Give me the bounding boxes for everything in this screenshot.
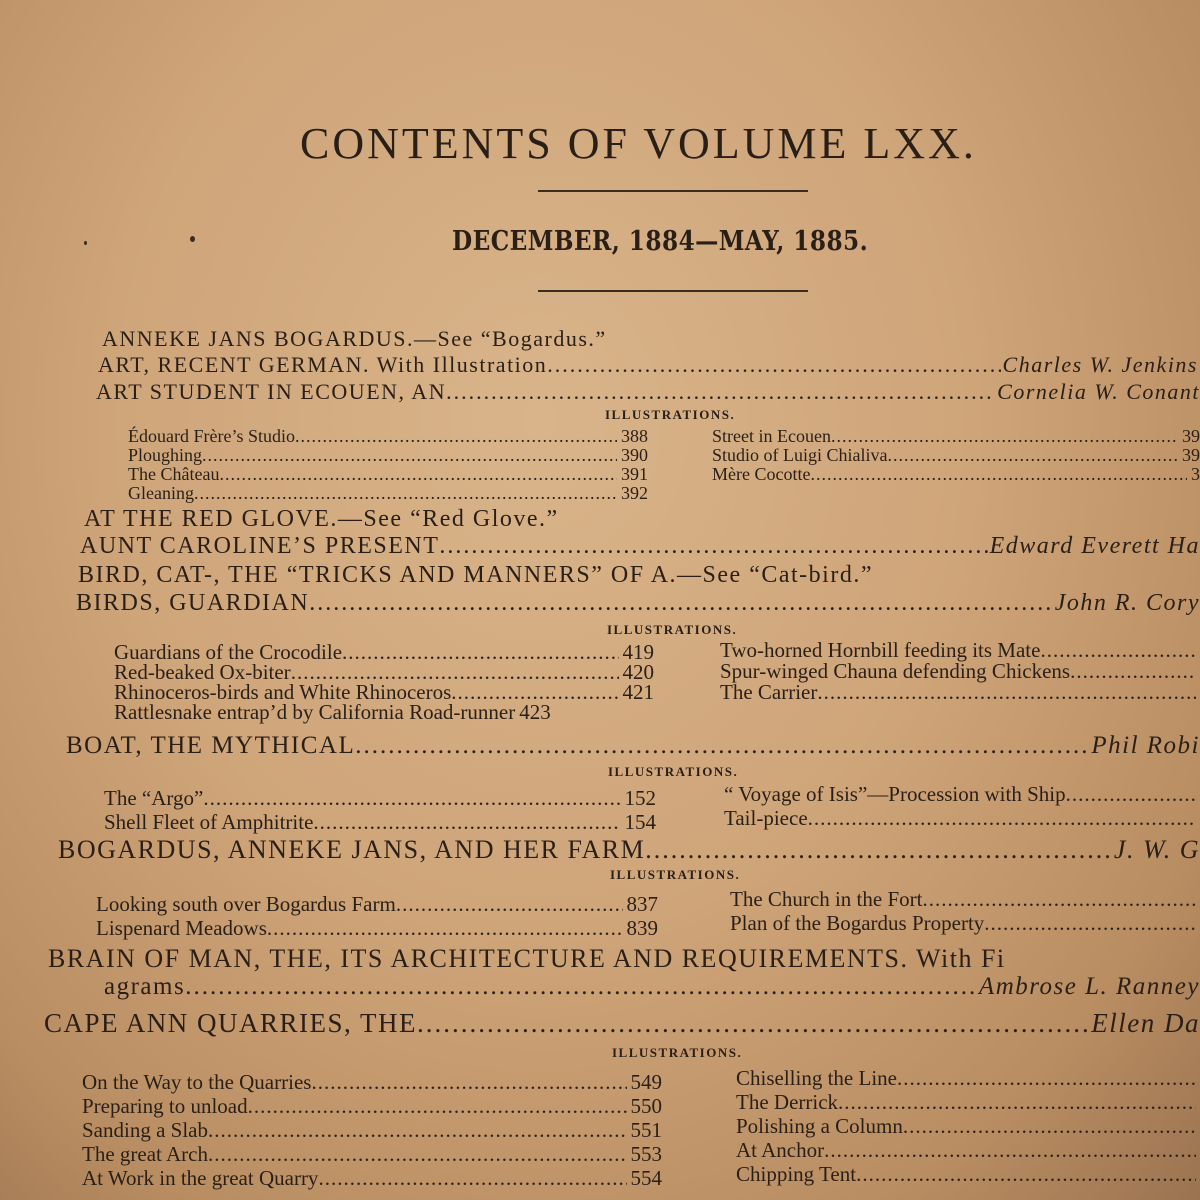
leader-dots <box>645 835 1112 865</box>
illustration-title: The Church in the Fort <box>730 887 923 911</box>
entry-author: Ellen Da <box>1091 1008 1200 1038</box>
illustration-title: Gleaning <box>128 483 194 503</box>
toc-entry-cat-bird <box>78 562 873 589</box>
page-number: 419 <box>622 640 654 664</box>
leader-dots <box>355 732 1089 760</box>
entry-title: agrams <box>104 973 186 1000</box>
illustration-title: The great Arch <box>82 1142 208 1166</box>
entry-author: John R. Cory <box>1054 590 1200 616</box>
entry-title: BIRD, CAT-, THE “TRICKS AND MANNERS” OF A.—See “Cat-bird.” <box>78 562 873 588</box>
illustration-item <box>104 810 656 834</box>
illustration-list-right <box>720 640 1200 703</box>
entry-author: Edward Everett Ha <box>989 533 1200 559</box>
illustration-title: The Château <box>128 464 220 484</box>
leader-dots <box>185 973 977 1001</box>
illustration-item <box>712 465 1200 484</box>
illustration-title: Spur-winged Chauna defending Chickens <box>720 659 1071 683</box>
illustration-title: Mère Cocotte <box>712 464 811 484</box>
entry-title: AT THE RED GLOVE.—See “Red Glove.” <box>84 506 559 532</box>
illustration-item <box>114 702 654 722</box>
illustration-title: Street in Ecouen <box>712 426 831 446</box>
toc-entry-art-german <box>98 352 1198 378</box>
page-number: 423 <box>519 700 551 724</box>
divider-bottom <box>538 290 808 292</box>
illustration-item <box>104 786 656 810</box>
illustration-title: Rattlesnake entrap’d by California Road-runner <box>114 700 516 724</box>
illustration-title: Édouard Frère’s Studio <box>128 426 295 446</box>
leader-dots <box>309 590 1053 617</box>
entry-title: BOAT, THE MYTHICAL <box>66 732 356 759</box>
page-number: 39 <box>1182 426 1200 446</box>
illustrations-heading: ILLUSTRATIONS. <box>608 764 739 779</box>
entry-title: ANNEKE JANS BOGARDUS.—See “Bogardus.” <box>102 326 607 351</box>
illustration-item <box>82 1166 662 1190</box>
illustration-item <box>96 916 658 940</box>
illustration-item <box>82 1142 662 1166</box>
page-number: 839 <box>626 916 658 940</box>
illustration-list-left <box>96 892 658 940</box>
illustration-list-left <box>82 1070 662 1190</box>
illustration-title: Tail-piece <box>724 806 808 830</box>
page-number: 391 <box>621 464 648 484</box>
illustration-item <box>114 642 654 662</box>
illustration-item <box>114 662 654 682</box>
illustration-title: At Work in the great Quarry <box>82 1166 319 1190</box>
illustration-list-left <box>114 642 654 722</box>
leader-dots <box>547 352 1000 378</box>
toc-entry-aunt-caroline <box>80 533 1200 560</box>
illustration-item <box>736 1090 1200 1114</box>
illustration-item <box>736 1114 1200 1138</box>
illustration-item <box>128 484 648 503</box>
illustration-title: On the Way to the Quarries <box>82 1070 312 1094</box>
toc-entry-art-student <box>96 379 1200 405</box>
entry-title: BOGARDUS, ANNEKE JANS, AND HER FARM <box>58 835 646 864</box>
toc-entry-bogardus <box>58 835 1200 865</box>
illustrations-heading: ILLUSTRATIONS. <box>607 622 738 637</box>
illustration-title: Preparing to unload <box>82 1094 248 1118</box>
toc-entry-boat-mythical <box>66 732 1200 760</box>
toc-entry-brain-of-man-cont <box>104 973 1200 1001</box>
page-number: 388 <box>621 426 648 446</box>
toc-entry-cape-ann <box>44 1008 1200 1039</box>
illustration-title: At Anchor <box>736 1138 825 1162</box>
illustration-item <box>724 782 1200 806</box>
illustration-title: The Carrier <box>720 680 818 704</box>
illustration-list-right <box>712 427 1200 484</box>
illustration-item <box>736 1162 1200 1186</box>
illustration-item <box>724 806 1200 830</box>
illustration-title: Sanding a Slab <box>82 1118 208 1142</box>
illustration-title: Guardians of the Crocodile <box>114 640 343 664</box>
page-number: 420 <box>622 660 654 684</box>
illustration-title: Chiselling the Line <box>736 1066 897 1090</box>
illustrations-heading: ILLUSTRATIONS. <box>605 407 736 422</box>
illustration-item <box>720 682 1200 703</box>
illustration-item <box>82 1118 662 1142</box>
entry-author: Cornelia W. Conant <box>997 379 1200 404</box>
illustration-list-right <box>736 1066 1200 1186</box>
illustration-title: Looking south over Bogardus Farm <box>96 892 396 916</box>
page-number: 154 <box>624 810 656 834</box>
illustration-title: Chipping Tent <box>736 1162 857 1186</box>
illustration-item <box>712 446 1200 465</box>
entry-title: BIRDS, GUARDIAN <box>76 590 310 616</box>
page-number: 390 <box>621 445 648 465</box>
illustration-list-left <box>104 786 656 834</box>
entry-title: AUNT CAROLINE’S PRESENT <box>80 533 440 559</box>
illustration-item <box>82 1070 662 1094</box>
page-number: 553 <box>630 1142 662 1166</box>
illustration-item <box>720 661 1200 682</box>
toc-entry-birds-guardian <box>76 590 1200 617</box>
entry-title: ART STUDENT IN ECOUEN, AN <box>96 379 447 404</box>
page-number: 421 <box>622 680 654 704</box>
entry-author: Ambrose L. Ranney <box>978 973 1200 1000</box>
entry-title: CAPE ANN QUARRIES, THE <box>44 1008 418 1038</box>
illustration-item <box>712 427 1200 446</box>
illustration-list-right <box>724 782 1200 830</box>
ink-spot <box>190 236 195 242</box>
page-number: 392 <box>621 483 648 503</box>
illustration-title: Studio of Luigi Chialiva <box>712 445 888 465</box>
illustration-title: The Derrick <box>736 1090 839 1114</box>
illustration-item <box>128 427 648 446</box>
page-number: 554 <box>630 1166 662 1190</box>
entry-title: ART, RECENT GERMAN. With Illustration <box>98 352 548 377</box>
illustration-title: Red-beaked Ox-biter <box>114 660 291 684</box>
illustration-title: Two-horned Hornbill feeding its Mate <box>720 638 1041 662</box>
illustration-title: The “Argo” <box>104 786 204 810</box>
leader-dots <box>439 533 987 560</box>
page-number: 549 <box>630 1070 662 1094</box>
page-number: 39 <box>1182 445 1200 465</box>
entry-author: J. W. G <box>1113 835 1200 864</box>
page-number: 837 <box>626 892 658 916</box>
illustration-title: “ Voyage of Isis”—Procession with Ship <box>724 782 1066 806</box>
illustration-title: Shell Fleet of Amphitrite <box>104 810 314 834</box>
illustration-item <box>730 911 1200 935</box>
leader-dots <box>417 1008 1089 1039</box>
leader-dots <box>446 379 995 405</box>
illustrations-heading: ILLUSTRATIONS. <box>612 1045 743 1060</box>
illustration-title: Polishing a Column <box>736 1114 903 1138</box>
page-title: CONTENTS OF VOLUME LXX. <box>300 119 977 168</box>
page-number: 550 <box>630 1094 662 1118</box>
volume-dates: DECEMBER, 1884—MAY, 1885. <box>452 226 869 257</box>
illustration-list-right <box>730 887 1200 935</box>
entry-title: BRAIN OF MAN, THE, ITS ARCHITECTURE AND REQUIREMENTS. With Fi <box>48 944 1006 973</box>
page-number: 152 <box>624 786 656 810</box>
toc-entry-brain-of-man <box>48 944 1006 974</box>
illustration-item <box>114 682 654 702</box>
illustration-item <box>720 640 1200 661</box>
page-number: 3 <box>1191 464 1200 484</box>
illustration-list-left <box>128 427 648 503</box>
illustration-item <box>730 887 1200 911</box>
divider-top <box>538 190 808 192</box>
ink-spot <box>84 241 87 245</box>
illustration-title: Rhinoceros-birds and White Rhinoceros <box>114 680 452 704</box>
illustration-item <box>128 446 648 465</box>
illustration-item <box>736 1066 1200 1090</box>
page-number: 551 <box>630 1118 662 1142</box>
illustrations-heading: ILLUSTRATIONS. <box>610 867 741 882</box>
illustration-title: Lispenard Meadows <box>96 916 267 940</box>
toc-entry-anneke <box>102 326 607 352</box>
illustration-item <box>736 1138 1200 1162</box>
entry-author: Charles W. Jenkins <box>1002 352 1198 377</box>
illustration-item <box>82 1094 662 1118</box>
illustration-title: Ploughing <box>128 445 203 465</box>
entry-author: Phil Robi <box>1091 732 1200 759</box>
illustration-title: Plan of the Bogardus Property <box>730 911 985 935</box>
illustration-item <box>96 892 658 916</box>
illustration-item <box>128 465 648 484</box>
toc-entry-red-glove <box>84 506 559 533</box>
